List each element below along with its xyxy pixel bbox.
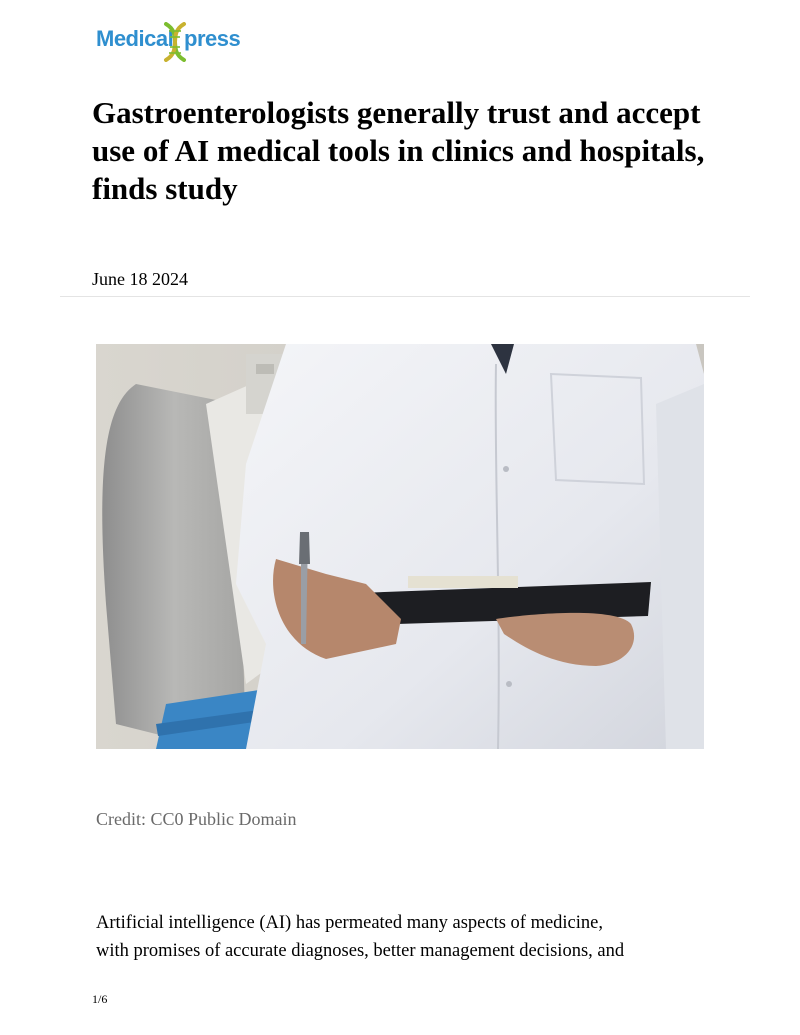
logo-text-medical: Medical xyxy=(96,26,174,51)
medicalxpress-logo[interactable] xyxy=(96,22,246,62)
image-credit: Credit: CC0 Public Domain xyxy=(96,809,297,829)
body-line: Artificial intelligence (AI) has permeated many aspects of medicine, xyxy=(96,913,603,933)
page-number: 1/6 xyxy=(92,992,108,1006)
body-line: with promises of accurate diagnoses, better management decisions, and xyxy=(96,941,625,961)
article-photo xyxy=(96,344,704,749)
article-body xyxy=(96,909,716,965)
header-divider xyxy=(60,296,750,297)
publish-date: June 18 2024 xyxy=(92,269,188,289)
article-title: Gastroenterologists generally trust and accept use of AI medical tools in clinics and hospitals, finds study xyxy=(92,95,705,206)
logo-text-press: press xyxy=(184,26,241,51)
